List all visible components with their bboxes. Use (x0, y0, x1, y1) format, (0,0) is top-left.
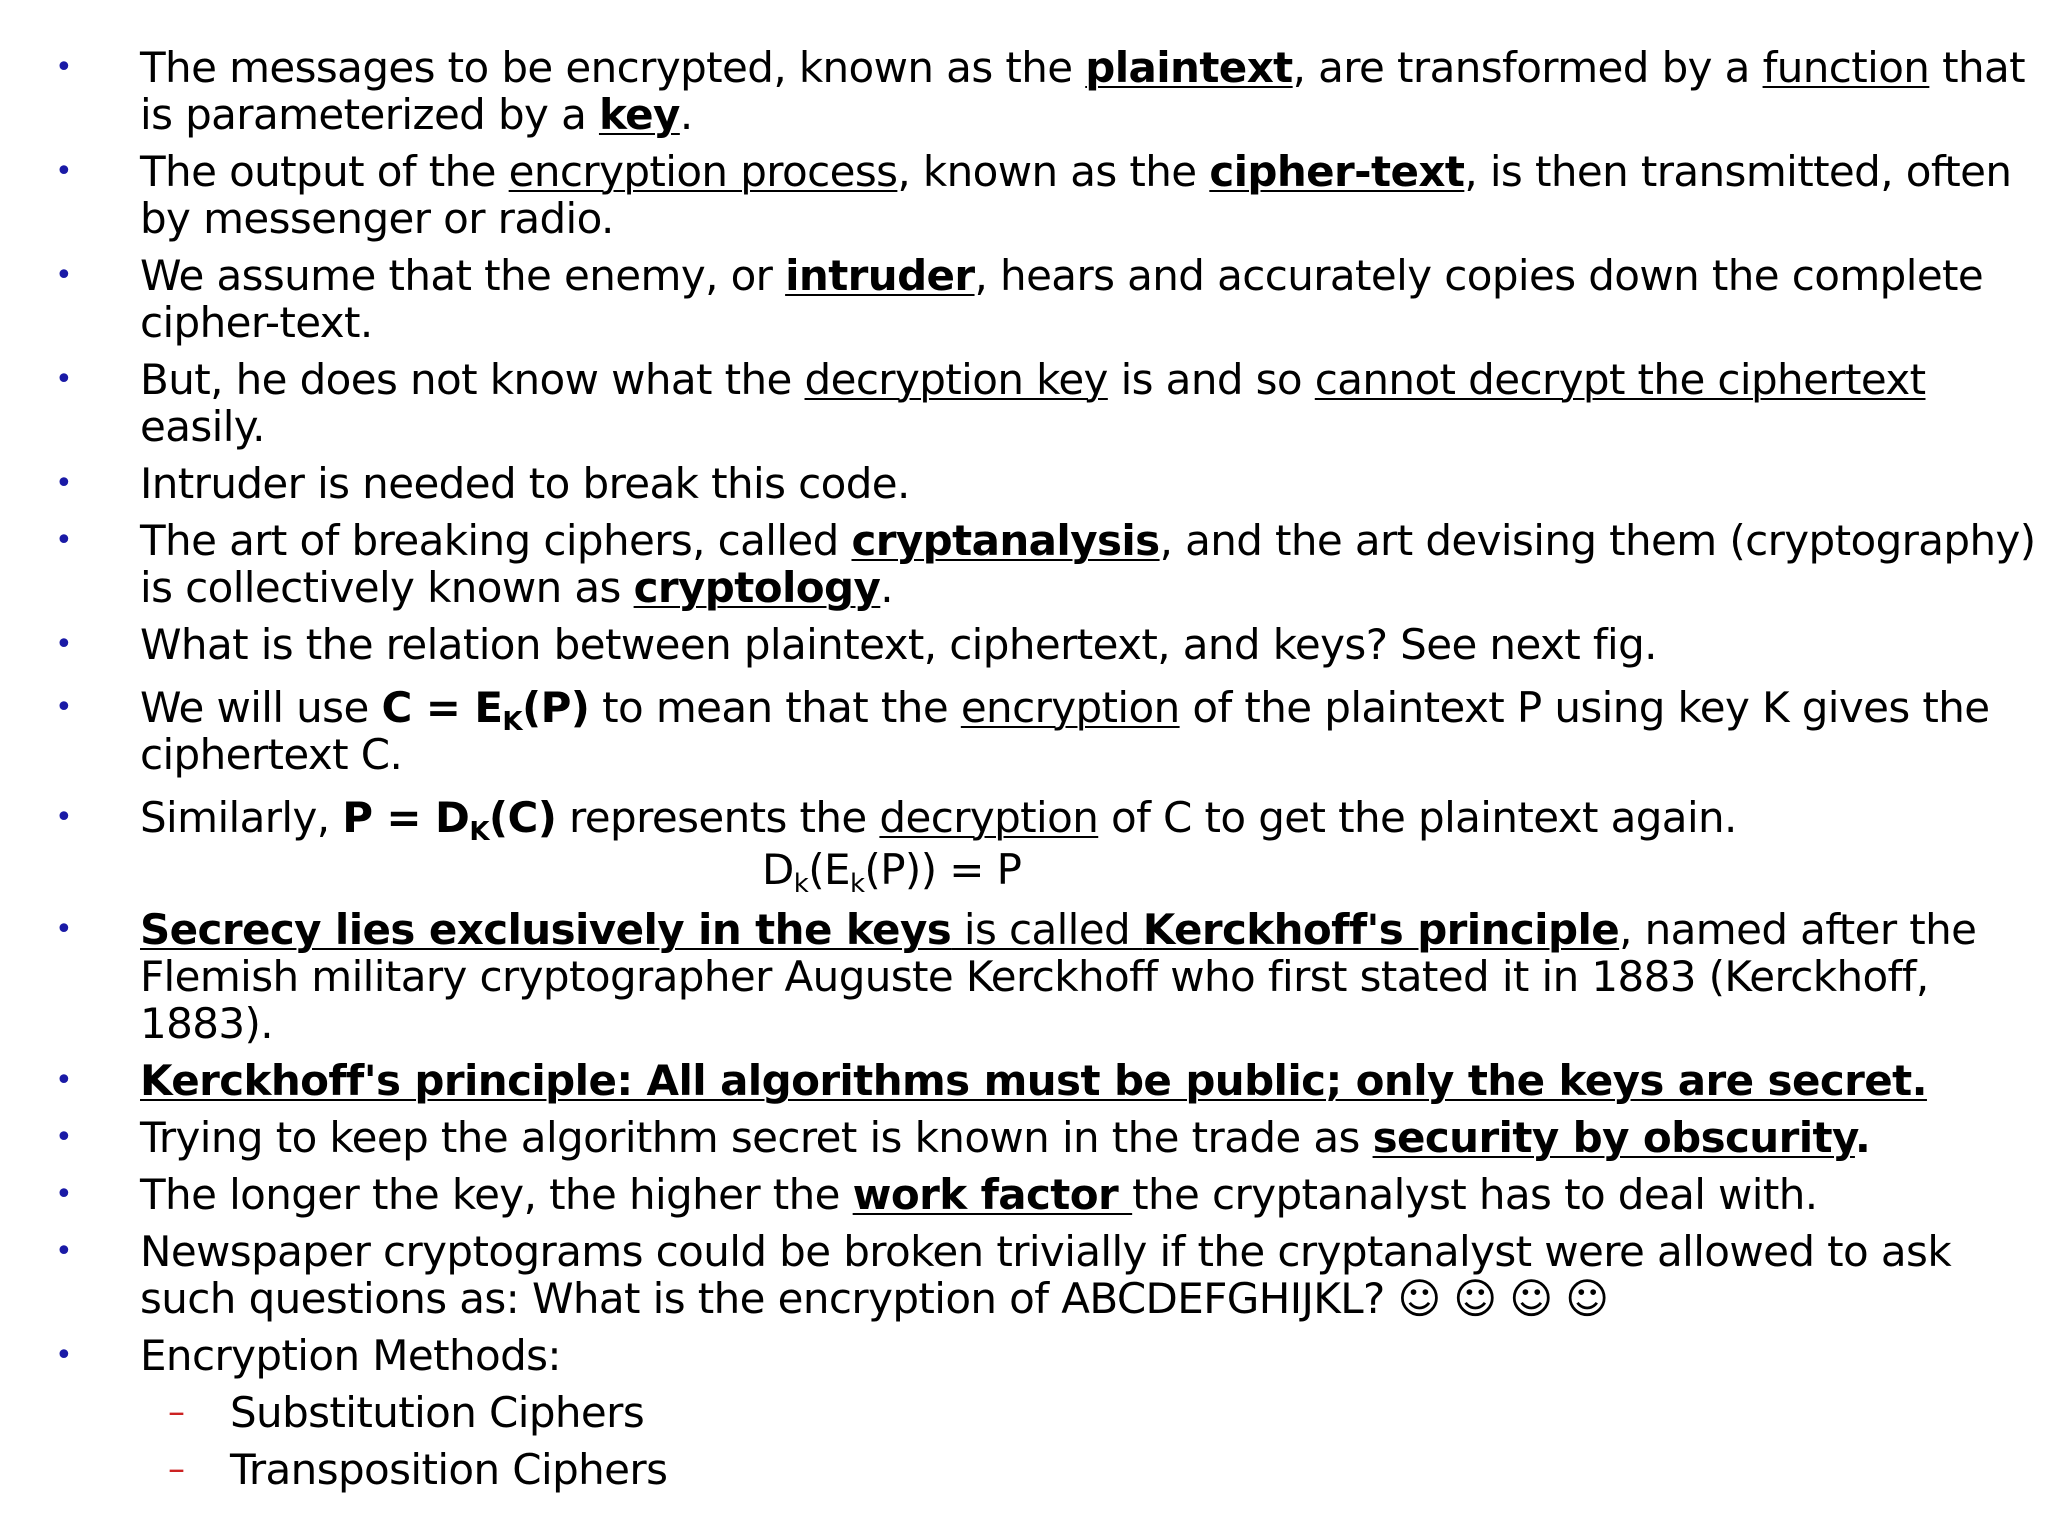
bullet-item-9: Similarly, $P = D_K(C)$ represents the decryption of C to get the plaintext again. (140, 793, 1737, 847)
bullet-icon: • (55, 154, 73, 189)
term-kerckhoff-principle: Kerckhoff's principle (1142, 905, 1620, 954)
formula-identity: $D_k(E_k(P)) = P$ (762, 845, 1022, 899)
term-key: key (598, 90, 680, 139)
bullet-item-6: The art of breaking ciphers, called cryptanalysis, and the art devising them (cryptography) is collectively known as cryptology. (140, 516, 2036, 612)
equation-encrypt: $C = E_K(P)$ (381, 683, 590, 737)
term-decryption: decryption (879, 793, 1099, 842)
bullet-icon: • (55, 627, 73, 662)
bullet-icon: • (55, 690, 73, 725)
bullet-icon: • (55, 1177, 73, 1212)
term-encryption-process: encryption process (508, 147, 898, 196)
bullet-icon: • (55, 1120, 73, 1155)
bullet-icon: • (55, 523, 73, 558)
bullet-item-5: Intruder is needed to break this code. (140, 459, 910, 508)
bullet-item-8: We will use $C = E_K(P)$ to mean that the encryption of the plaintext P using key K gives the ciphertext C. (140, 683, 1990, 779)
term-plaintext: plaintext (1085, 43, 1293, 92)
sub-item-transposition: Transposition Ciphers (230, 1445, 668, 1494)
bullet-item-1: The messages to be encrypted, known as the plaintext, are transformed by a function that is parameterized by a key. (140, 43, 2025, 139)
term-security-by-obscurity: security by obscurity (1372, 1113, 1855, 1162)
bullet-item-3: We assume that the enemy, or intruder, hears and accurately copies down the complete cipher-text. (140, 251, 1984, 347)
bullet-item-15: Encryption Methods: (140, 1331, 561, 1380)
bullet-icon: • (55, 912, 73, 947)
term-cipher-text: cipher-text (1209, 147, 1465, 196)
equation-decrypt: $P = D_K(C)$ (342, 793, 557, 847)
bullet-icon: • (55, 50, 73, 85)
bullet-item-11 (140, 1057, 2010, 1104)
text: The messages to be encrypted, known as the (140, 43, 1086, 92)
term-cryptology: cryptology (633, 563, 881, 612)
bullet-icon: • (55, 466, 73, 501)
bullet-icon: • (55, 362, 73, 397)
bullet-icon: • (55, 258, 73, 293)
bullet-item-13: The longer the key, the higher the work factor the cryptanalyst has to deal with. (140, 1170, 1818, 1219)
term-cannot-decrypt: cannot decrypt the ciphertext (1314, 355, 1926, 404)
bullet-item-7: What is the relation between plaintext, ciphertext, and keys? See next fig. (140, 620, 1657, 669)
bullet-item-4: But, he does not know what the decryption key is and so cannot decrypt the ciphertext easily. (140, 355, 1926, 451)
sub-item-substitution: Substitution Ciphers (230, 1388, 645, 1437)
term-work-factor: work factor (852, 1170, 1133, 1219)
bullet-item-2: The output of the encryption process, known as the cipher-text, is then transmitted, often by messenger or radio. (140, 147, 2012, 243)
kerckhoff-principle-statement: Kerckhoff's principle: All algorithms must be public; only the keys are secret. (140, 1056, 1927, 1105)
term-function: function (1762, 43, 1930, 92)
term-secrecy-keys: Secrecy lies exclusively in the keys (140, 905, 952, 954)
bullet-icon: • (55, 1338, 73, 1373)
term-cryptanalysis: cryptanalysis (851, 516, 1160, 565)
term-encryption: encryption (960, 683, 1180, 732)
bullet-item-12: Trying to keep the algorithm secret is known in the trade as security by obscurity. (140, 1113, 1871, 1162)
bullet-item-14: Newspaper cryptograms could be broken trivially if the cryptanalyst were allowed to ask such questions as: What is the encryption of ABCDEFGHIJKL? ☺ ☺ ☺ ☺ (140, 1227, 1952, 1323)
bullet-item-10: Secrecy lies exclusively in the keys is called Kerckhoff's principle, named after the Flemish military cryptographer Auguste Kerckhoff who first stated it in 1883 (Kerckhoff, 1883). (140, 905, 1977, 1048)
bullet-icon: • (55, 1234, 73, 1269)
term-decryption-key: decryption key (804, 355, 1108, 404)
dash-icon: – (168, 1449, 185, 1489)
bullet-icon: • (55, 800, 73, 835)
term-intruder: intruder (785, 251, 975, 300)
bullet-icon: • (55, 1063, 73, 1098)
dash-icon: – (168, 1392, 185, 1432)
